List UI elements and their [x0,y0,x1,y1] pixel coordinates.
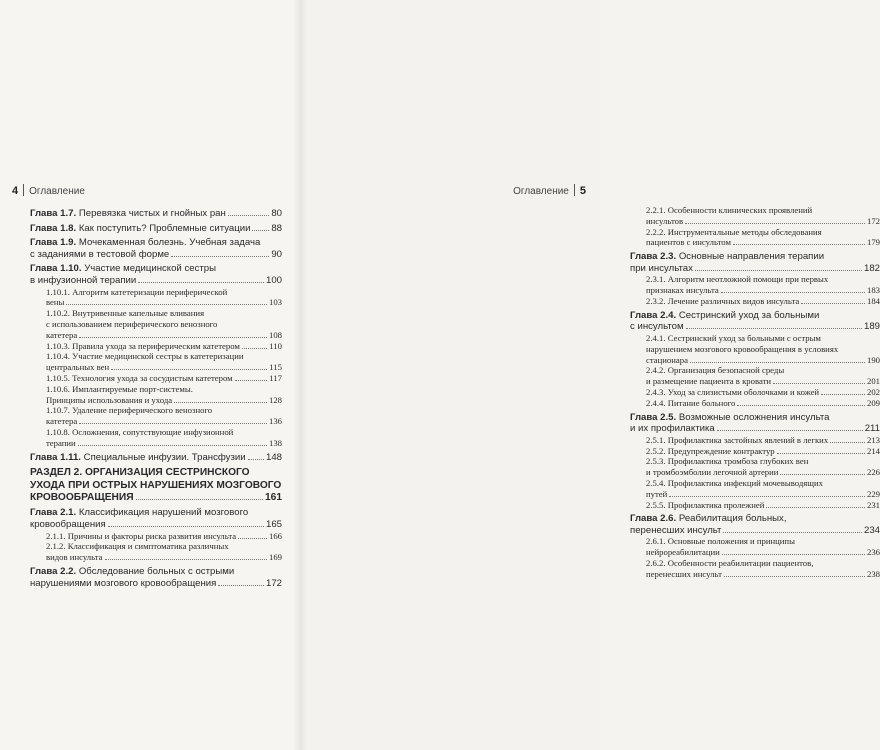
toc-page-number: 172 [866,215,880,226]
left-page [0,0,300,750]
left-page-number: 4 [12,185,19,197]
dot-leader [733,244,865,245]
toc-line [30,208,282,220]
subsection-title: 1.10.5. Технология ухода за сосудистым катетером [46,372,233,383]
toc-line [30,223,282,235]
dot-leader [717,430,863,431]
chapter-title: Участие медицинской сестры [84,263,217,275]
toc-entry[interactable] [30,208,282,220]
toc-entry[interactable] [630,310,880,333]
toc-page-number: 190 [866,354,880,365]
dot-leader [690,362,865,363]
toc-line [30,275,282,287]
toc-line [630,412,880,424]
toc-line [46,341,282,352]
subsection-title-cont: и размещение пациента в кровати [646,376,772,387]
toc-entry[interactable] [630,536,880,558]
subsection-title: 2.6.1. Основные положения и принципы [646,536,795,547]
toc-line [630,251,880,263]
dot-leader [801,303,865,304]
toc-page-number: 148 [265,451,282,463]
toc-page-number: 184 [866,295,880,306]
dot-leader [218,585,264,586]
dot-leader [773,383,865,384]
toc-entry[interactable] [630,227,880,249]
subsection-title: 1.10.1. Алгоритм катетеризации периферической [46,286,228,297]
dot-leader [136,499,263,500]
dot-leader [242,348,267,349]
toc-page-number: 236 [866,547,880,558]
toc-page-number: 100 [265,274,282,286]
toc-entry[interactable] [30,263,282,286]
toc-entry[interactable] [630,513,880,536]
subsection-title-cont: центральных вен [46,362,110,373]
toc-page-number: 138 [268,437,282,448]
toc-entry[interactable] [30,541,282,563]
toc-page-number: 161 [265,491,282,503]
toc-page-number: 209 [866,397,880,408]
toc-line [46,552,282,563]
subsection-title: 2.2.2. Инструментальные методы обследования [646,226,822,237]
toc-page-number: 229 [866,488,880,499]
dot-leader [724,576,865,577]
toc-line [646,376,880,387]
toc-page-number: 201 [866,376,880,387]
subsection-title-cont: вены [46,297,65,308]
header-divider [23,184,24,196]
book-gutter [293,0,307,750]
dot-leader [78,445,267,446]
section-title-line: РАЗДЕЛ 2. ОРГАНИЗАЦИЯ СЕСТРИНСКОГО [30,467,250,479]
dot-leader [238,538,267,539]
chapter-number: Глава 2.2. [30,565,77,577]
toc-page-number: 136 [268,416,282,427]
toc-line [630,310,880,322]
dot-leader [174,402,267,403]
toc-line [646,569,880,580]
dot-leader [777,453,865,454]
toc-page-number: 110 [269,340,282,351]
chapter-title: Мочекаменная болезнь. Учебная задача [78,237,261,249]
chapter-heading [30,566,234,578]
toc-page-number: 117 [269,372,282,383]
dot-leader [111,369,267,370]
toc-line [46,416,282,427]
chapter-title-cont: нарушениями мозгового кровообращения [30,577,217,589]
chapter-number: Глава 2.1. [30,507,77,519]
toc-line [46,531,282,542]
subsection-title: 2.4.2. Организация безопасной среды [646,365,785,376]
subsection-title: 2.3.1. Алгоритм неотложной помощи при первых [646,274,829,285]
toc-page-number: 166 [268,530,282,541]
toc-entry[interactable] [30,223,282,235]
toc-page-number: 226 [866,467,880,478]
toc-line [646,296,880,307]
toc-line [30,492,282,504]
subsection-title-cont: перенесших инсульт [646,568,722,579]
toc-page-number: 165 [265,518,282,530]
toc-page-number: 90 [271,248,282,260]
subsection-title: 2.5.1. Профилактика застойных явлений в легких [646,434,829,445]
toc-entry[interactable] [630,500,880,511]
subsection-title: 2.2.1. Особенности клинических проявлений [646,205,813,215]
subsection-title-cont: путей [646,488,668,499]
dot-leader [171,256,269,257]
toc-line [646,237,880,248]
toc-entry[interactable] [30,467,282,504]
toc-entry[interactable] [630,478,880,500]
toc-entry[interactable] [30,384,282,406]
toc-entry[interactable] [630,296,880,307]
toc-line [646,467,880,478]
toc-entry[interactable] [630,435,880,446]
toc-page-number: 234 [863,524,880,536]
toc-line [646,500,880,511]
toc-entry[interactable] [30,351,282,373]
dot-leader [830,442,865,443]
chapter-heading [30,452,246,464]
chapter-title-cont: кровообращения [30,518,106,530]
toc-page-number: 172 [265,577,282,589]
toc-line [46,373,282,384]
toc-entry[interactable] [630,387,880,398]
toc-right [630,205,880,580]
toc-entry[interactable] [630,446,880,457]
subsection-title-cont: стационара [646,354,688,365]
toc-line [46,438,282,449]
subsection-title: 2.5.5. Профилактика пролежней [646,499,765,510]
dot-leader [780,474,865,475]
chapter-title: Специальные инфузии. Трансфузии [83,451,246,463]
subsection-title: 1.10.6. Имплантируемые порт-системы. [46,383,193,394]
chapter-number: Глава 1.8. [30,222,77,234]
chapter-number: Глава 1.9. [30,237,77,249]
toc-line [30,566,282,578]
chapter-number: Глава 1.11. [30,451,81,463]
subsection-title: 1.10.4. Участие медицинской сестры в катетеризации [46,351,244,362]
toc-entry[interactable] [30,237,282,260]
right-running-title: Оглавление [513,186,569,197]
dot-leader [686,328,862,329]
toc-entry[interactable] [630,333,880,365]
dot-leader [79,337,267,338]
section-title-line: УХОДА ПРИ ОСТРЫХ НАРУШЕНИЯХ МОЗГОВОГО [30,479,282,491]
toc-entry[interactable] [630,365,880,387]
toc-line [646,216,880,227]
toc-entry[interactable] [30,427,282,449]
subsection-title: 2.4.4. Питание больного [646,397,736,408]
chapter-title: Обследование больных с острыми [78,565,235,577]
subsection-title-cont: с использованием периферического венозного [46,318,218,329]
chapter-title: Перевязка чистых и гнойных ран [78,208,226,219]
dot-leader [737,405,865,406]
toc-page-number: 80 [271,208,282,219]
subsection-title: 2.3.2. Лечение различных видов инсульта [646,295,800,306]
toc-line [630,321,880,333]
left-running-title: Оглавление [29,186,85,197]
chapter-heading [630,310,819,322]
toc-line [630,263,880,275]
chapter-title: Сестринский уход за больными [678,309,820,321]
dot-leader [138,282,264,283]
chapter-number: Глава 2.3. [630,251,677,263]
subsection-title-cont: терапии [46,437,76,448]
toc-page-number: 214 [866,445,880,456]
toc-entry[interactable] [630,274,880,296]
chapter-title: Классификация нарушений мозгового [78,507,249,519]
section-title-line: КРОВООБРАЩЕНИЯ [30,491,134,503]
toc-page-number: 169 [268,552,282,563]
toc-page-number: 183 [866,285,880,296]
subsection-title: 1.10.2. Внутривенные капельные вливания [46,308,205,319]
toc-page-number: 211 [864,423,880,435]
chapter-title: Реабилитация больных, [678,513,787,525]
toc-line [646,446,880,457]
subsection-title: 2.5.4. Профилактика инфекций мочевыводящих [646,477,823,488]
toc-entry[interactable] [30,405,282,427]
dot-leader [108,526,264,527]
chapter-number: Глава 1.10. [30,263,82,275]
toc-page-number: 213 [866,434,880,445]
right-page-number: 5 [579,185,586,197]
chapter-heading [30,208,226,220]
chapter-heading [30,237,260,249]
chapter-title-cont: с инсультом [630,321,684,333]
toc-page-number: 231 [866,499,880,510]
dot-leader [821,394,865,395]
chapter-title-cont: с заданиями в тестовой форме [30,248,170,260]
chapter-title: Как поступить? Проблемные ситуации [78,222,251,234]
toc-line [30,452,282,464]
chapter-title-cont: в инфузионной терапии [30,274,137,286]
toc-line [646,435,880,446]
chapter-heading [630,513,787,525]
chapter-number: Глава 2.5. [630,411,677,423]
dot-leader [722,554,865,555]
toc-line [630,513,880,525]
subsection-title-cont: нейрореабилитации [646,547,720,558]
toc-page-number: 182 [863,262,880,274]
subsection-title: 2.5.2. Предупреждение контрактур [646,445,775,456]
subsection-title-cont: пациентов с инсультом [646,237,731,248]
toc-line [30,519,282,531]
toc-entry[interactable] [30,531,282,542]
toc-page-number: 103 [268,297,282,308]
toc-line [630,525,880,537]
chapter-number: Глава 1.7. [30,208,77,219]
subsection-title-cont: признаках инсульта [646,285,719,296]
toc-page-number: 108 [268,329,282,340]
chapter-number: Глава 2.4. [630,309,677,321]
dot-leader [105,559,267,560]
subsection-title-cont: катетера [46,329,78,340]
toc-entry[interactable] [630,456,880,478]
toc-line [646,547,880,558]
subsection-title-cont: инсультов [646,215,684,226]
chapter-title-cont: перенесших инсульт [630,524,722,536]
toc-line [46,330,282,341]
chapter-heading [30,223,250,235]
chapter-heading [630,412,829,424]
toc-line [646,489,880,500]
toc-entry[interactable] [630,205,880,227]
chapter-number: Глава 2.6. [630,513,677,525]
dot-leader [685,223,865,224]
chapter-title: Основные направления терапии [678,251,825,263]
dot-leader [66,304,267,305]
subsection-title: 1.10.8. Осложнения, сопутствующие инфузионной [46,426,234,437]
toc-page-number: 189 [863,321,880,333]
toc-line [46,395,282,406]
right-page-header [513,184,586,200]
toc-entry[interactable] [30,566,282,589]
toc-line [30,578,282,590]
subsection-title: 2.5.3. Профилактика тромбоза глубоких вен [646,456,809,467]
toc-line [30,263,282,275]
dot-leader [695,270,862,271]
subsection-title-cont: нарушением мозгового кровообращения в условиях [646,343,839,354]
subsection-title-cont: и тромбоэмболии легочной артерии [646,467,779,478]
dot-leader [723,532,862,533]
toc-entry[interactable] [630,558,880,580]
toc-entry[interactable] [630,251,880,274]
chapter-heading [30,263,216,275]
subsection-title-cont: катетера [46,416,78,427]
toc-entry[interactable] [30,341,282,352]
dot-leader [79,423,267,424]
toc-line [646,398,880,409]
subsection-title: 1.10.7. Удаление периферического венозного [46,405,213,416]
toc-page-number: 88 [271,222,282,234]
toc-entry[interactable] [30,373,282,384]
subsection-title: 1.10.3. Правила ухода за периферическим катетером [46,340,240,351]
chapter-title: Возможные осложнения инсульта [678,411,830,423]
toc-page-number: 238 [866,568,880,579]
toc-page-number: 202 [866,386,880,397]
toc-line [646,387,880,398]
toc-line [46,297,282,308]
toc-left [30,205,282,589]
chapter-title-cont: и их профилактика [630,423,715,435]
toc-page-number: 179 [866,237,880,248]
chapter-heading [630,251,824,263]
toc-line [646,355,880,366]
dot-leader [228,215,270,216]
toc-page-number: 128 [268,394,282,405]
toc-entry[interactable] [30,287,282,309]
left-page-header [12,184,85,200]
subsection-title-cont: Принципы использования и ухода [46,394,173,405]
toc-line [630,423,880,435]
dot-leader [248,459,264,460]
toc-line [30,507,282,519]
subsection-title: 2.1.1. Причины и факторы риска развития инсульта [46,530,237,541]
toc-page-number: 115 [269,362,282,373]
toc-entry[interactable] [30,308,282,340]
subsection-title: 2.4.1. Сестринский уход за больными с острым [646,332,821,343]
toc-entry[interactable] [30,452,282,464]
toc-line [646,285,880,296]
toc-entry[interactable] [30,507,282,530]
dot-leader [721,292,865,293]
dot-leader [766,507,865,508]
dot-leader [235,380,268,381]
toc-line [30,237,282,249]
subsection-title: 2.4.3. Уход за слизистыми оболочками и кожей [646,386,820,397]
chapter-heading [30,507,248,519]
dot-leader [252,230,269,231]
header-divider [574,184,575,196]
toc-entry[interactable] [630,412,880,435]
toc-entry[interactable] [630,398,880,409]
subsection-title: 2.6.2. Особенности реабилитации пациентов, [646,558,814,569]
chapter-title-cont: при инсультах [630,262,693,274]
right-page [300,0,880,750]
subsection-title: 2.1.2. Классификация и симптоматика различных [46,541,229,552]
subsection-title-cont: видов инсульта [46,552,103,563]
toc-line [30,249,282,261]
toc-line [46,362,282,373]
dot-leader [669,496,865,497]
